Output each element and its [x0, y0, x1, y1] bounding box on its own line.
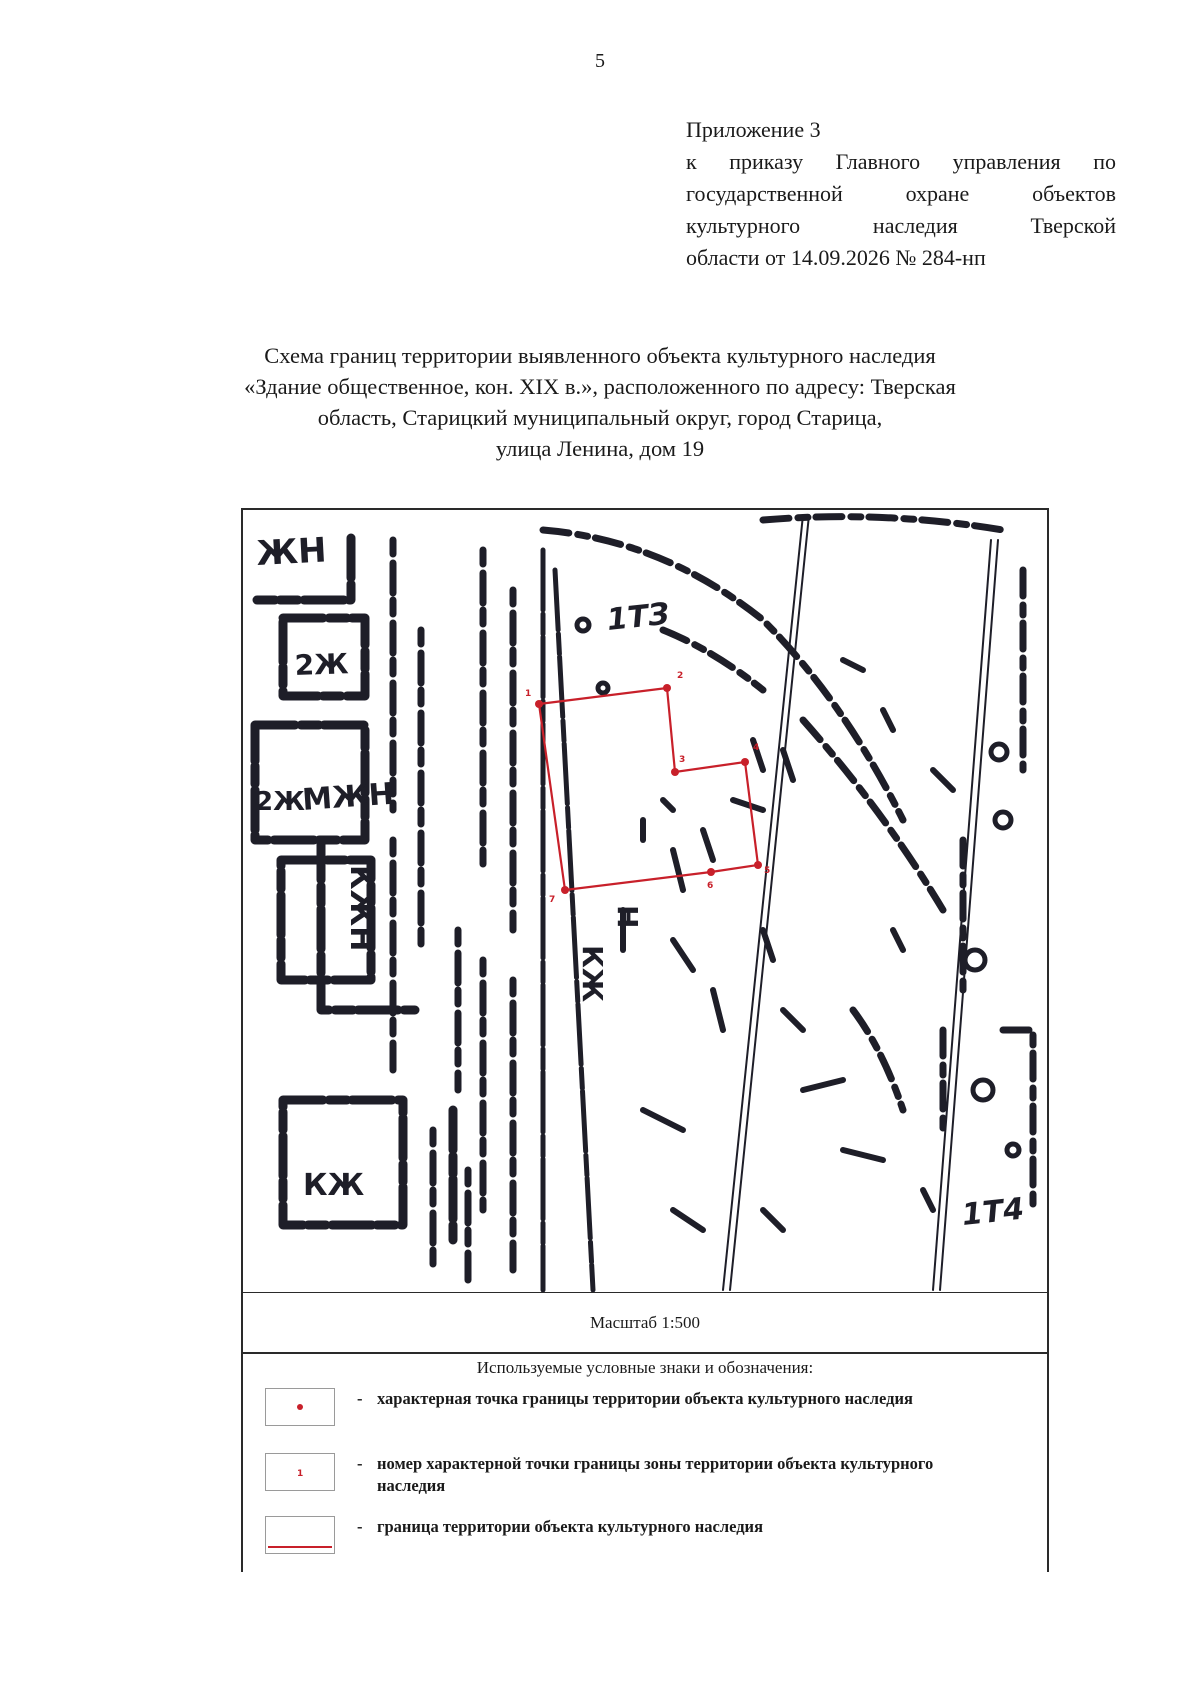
map-label: МЖН	[301, 776, 396, 818]
legend-text: граница территории объекта культурного наследия	[377, 1517, 763, 1536]
legend-dash: -	[357, 1389, 363, 1408]
boundary-point-4	[741, 758, 749, 766]
annex-line: Приложение 3	[686, 117, 821, 142]
legend-dash: -	[357, 1454, 363, 1473]
map-label: ЖН	[255, 530, 328, 574]
map-label: 1Т4	[960, 1191, 1026, 1233]
legend-symbol-box	[265, 1516, 335, 1554]
legend-title: Используемые условные знаки и обозначения:	[476, 1358, 814, 1377]
boundary-point-label: 5	[764, 866, 771, 876]
annex-line: государственной охране объектов	[686, 181, 1116, 206]
boundary-point-label: 2	[677, 671, 684, 681]
map-label: КЖ	[576, 945, 609, 1003]
boundary-point-1	[535, 700, 543, 708]
legend-item-number	[265, 1453, 1025, 1497]
point-number-symbol	[266, 1454, 334, 1490]
map-thin-line	[723, 515, 998, 1290]
boundary-point-symbol	[266, 1389, 334, 1425]
boundary-point-label: 4	[753, 743, 760, 753]
boundary-point-7	[561, 886, 569, 894]
legend-dash: -	[357, 1517, 363, 1536]
boundary-line-symbol	[266, 1517, 334, 1553]
legend-text: номер характерной точки границы зоны территории объекта культурного наследия	[377, 1454, 934, 1495]
map-circle-marks	[577, 619, 1019, 1156]
boundary-point-label: 6	[707, 881, 714, 891]
svg-text:1: 1	[297, 1469, 304, 1479]
annex-line: культурного наследия Тверской	[686, 213, 1116, 238]
map-label: Н	[611, 905, 644, 929]
boundary-point-label: 1	[525, 689, 532, 699]
document-title	[150, 340, 1050, 464]
cadastral-map	[243, 510, 1047, 1292]
legend-item-point	[265, 1388, 1025, 1432]
boundary-point-label: 7	[549, 895, 556, 905]
title-line: область, Старицкий муниципальный округ, город Старица,	[317, 405, 883, 430]
title-line: «Здание общественное, кон. XIX в.», расположенного по адресу: Тверская	[244, 374, 956, 399]
map-scale: Масштаб 1:500	[243, 1292, 1047, 1354]
map-label: 2Ж	[294, 647, 349, 682]
boundary-point-5	[754, 861, 762, 869]
title-line: улица Ленина, дом 19	[495, 436, 705, 461]
scheme-frame	[241, 508, 1049, 1572]
map-road	[543, 550, 593, 1290]
boundary-point-6	[707, 868, 715, 876]
map-label: КЖН	[343, 865, 378, 952]
boundary-point-3	[671, 768, 679, 776]
annex-header	[686, 114, 1116, 274]
title-line: Схема границ территории выявленного объекта культурного наследия	[264, 343, 936, 368]
legend-symbol-box	[265, 1453, 335, 1491]
legend-symbol-box	[265, 1388, 335, 1426]
map-label: 1ТЗ	[605, 596, 672, 638]
annex-line: области от 14.09.2026 № 284-нп	[686, 245, 986, 270]
boundary-point-label: 3	[679, 755, 686, 765]
legend-item-line	[265, 1516, 1025, 1560]
boundary-point-2	[663, 684, 671, 692]
legend-text: характерная точка границы территории объекта культурного наследия	[377, 1389, 913, 1408]
annex-line: к приказу Главного управления по	[686, 149, 1116, 174]
map-label: 2Ж	[255, 787, 305, 817]
page-number: 5	[595, 50, 605, 72]
map-label: КЖ	[303, 1168, 365, 1203]
